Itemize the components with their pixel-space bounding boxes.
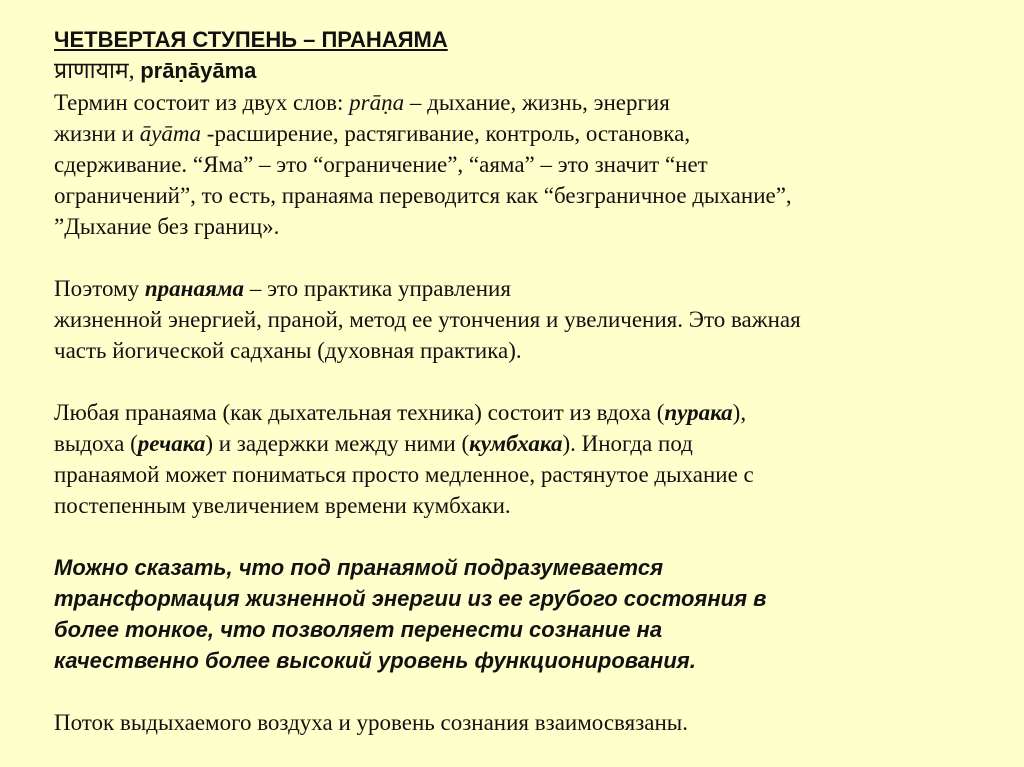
term-pranayama: пранаяма: [144, 276, 245, 301]
text-run: ),: [732, 400, 747, 425]
sanskrit-term: प्राणायाम: [54, 58, 129, 84]
para1-line2: [54, 118, 994, 149]
para4-line3: более тонкое, что позволяет перенести сознание на: [54, 617, 663, 642]
para3-line4: постепенным увеличением времени кумбхаки.: [54, 493, 511, 518]
para1-line1: [54, 87, 994, 118]
text-run: – это практика управления: [244, 276, 511, 301]
para4-line4: качественно более высокий уровень функционирования.: [54, 648, 696, 673]
para1-line4: ограничений”, то есть, пранаяма переводится как “безграничное дыхание”,: [54, 183, 792, 208]
para2-line2: жизненной энергией, праной, метод ее утончения и увеличения. Это важная: [54, 307, 801, 332]
para4-line2: трансформация жизненной энергии из ее грубого состояния в: [54, 586, 767, 611]
text-run: – дыхание, жизнь, энергия: [404, 90, 670, 115]
para1-line3: сдерживание. “Яма” – это “ограничение”, “аяма” – это значит “нет: [54, 152, 708, 177]
text-run: ) и задержки между ними (: [205, 431, 470, 456]
text-run: Любая пранаяма (как дыхательная техника) состоит из вдоха (: [54, 400, 665, 425]
text-run: выдоха (: [54, 431, 138, 456]
term-rechaka: речака: [137, 431, 206, 456]
transliteration: prāṇāyāma: [140, 58, 257, 83]
text-run: ). Иногда под: [562, 431, 693, 456]
term-puraka: пурака: [664, 400, 733, 425]
para3-line3: пранаямой может пониматься просто медленное, растянутое дыхание с: [54, 462, 754, 487]
text-run: -расширение, растягивание, контроль, остановка,: [201, 121, 691, 146]
subtitle-separator: ,: [128, 58, 141, 83]
paragraph-gap: [54, 521, 994, 552]
subtitle: [54, 55, 994, 87]
term-ayama: āyāma: [139, 121, 202, 146]
paragraph-gap: [54, 366, 994, 397]
para1-line5: ”Дыхание без границ».: [54, 214, 280, 239]
para2-line1: [54, 273, 994, 304]
slide-title: ЧЕТВЕРТАЯ СТУПЕНЬ – ПРАНАЯМА: [54, 27, 448, 52]
text-run: Термин состоит из двух слов:: [54, 90, 350, 115]
term-kumbhaka: кумбхака: [469, 431, 563, 456]
para3-line1: [54, 397, 994, 428]
para5-line1: Поток выдыхаемого воздуха и уровень сознания взаимосвязаны.: [54, 710, 688, 735]
paragraph-gap: [54, 242, 994, 273]
slide-content: [54, 24, 994, 738]
para4-line1: Можно сказать, что под пранаямой подразумевается: [54, 555, 664, 580]
text-run: жизни и: [54, 121, 140, 146]
para2-line3: часть йогической садханы (духовная практика).: [54, 338, 522, 363]
text-run: Поэтому: [54, 276, 145, 301]
term-prana: prāṇa: [349, 90, 405, 115]
para3-line2: [54, 428, 994, 459]
paragraph-gap: [54, 676, 994, 707]
